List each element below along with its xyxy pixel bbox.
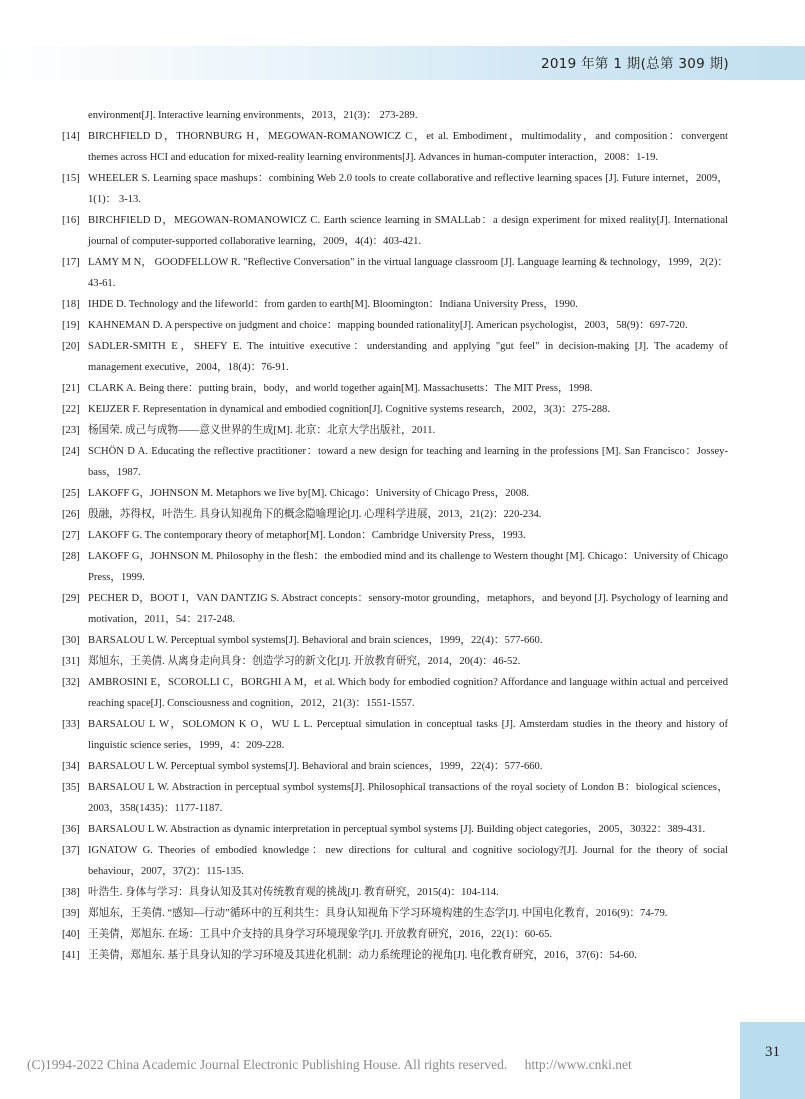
reference-text: BARSALOU L W. Abstraction in perceptual symbol systems[J]. Philosophical transactions of the royal society of London B：biological sciences，2003，358(1435)：1177-1187.	[88, 782, 728, 814]
page-number-box	[740, 1022, 805, 1099]
reference-item	[62, 315, 728, 336]
reference-number: [40]	[62, 929, 80, 940]
reference-number: [14]	[62, 131, 80, 142]
reference-text: LAKOFF G，JOHNSON M. Metaphors we live by[M]. Chicago：University of Chicago Press，2008.	[88, 488, 530, 499]
reference-text: WHEELER S. Learning space mashups：combining Web 2.0 tools to create collaborative and reflective learning spaces [J]. Future internet，2009，1(1)： 3-13.	[88, 173, 728, 205]
reference-number: [26]	[62, 509, 80, 520]
reference-item	[62, 945, 728, 966]
reference-text: PECHER D，BOOT I，VAN DANTZIG S. Abstract concepts：sensory-motor grounding，metaphors，and beyond [J]. Psychology of learning and motivation，2011，54：217-248.	[88, 593, 728, 625]
page-number: 31	[765, 1044, 780, 1060]
reference-item	[62, 819, 728, 840]
reference-text: BARSALOU L W. Abstraction as dynamic interpretation in perceptual symbol systems [J]. Building object categories，2005，30322：389-431.	[88, 824, 706, 835]
reference-item	[62, 252, 728, 294]
reference-item	[62, 630, 728, 651]
reference-item	[62, 168, 728, 210]
reference-number: [27]	[62, 530, 80, 541]
reference-item	[62, 399, 728, 420]
reference-continuation: environment[J]. Interactive learning environments，2013，21(3)： 273-289.	[88, 110, 418, 121]
reference-item	[62, 777, 728, 819]
reference-number: [17]	[62, 257, 80, 268]
reference-item	[62, 378, 728, 399]
reference-text: 郑旭东，王美倩. 从离身走向具身：创造学习的新文化[J]. 开放教育研究，2014，20(4)：46-52.	[88, 656, 521, 667]
reference-item	[62, 840, 728, 882]
reference-text: CLARK A. Being there：putting brain，body，and world together again[M]. Massachusetts：The MIT Press，1998.	[88, 383, 593, 394]
reference-text: 王美倩，郑旭东. 基于具身认知的学习环境及其进化机制：动力系统理论的视角[J]. 电化教育研究，2016，37(6)：54-60.	[88, 950, 637, 961]
reference-text: KAHNEMAN D. A perspective on judgment and choice：mapping bounded rationality[J]. American psychologist，2003，58(9)：697-720.	[88, 320, 688, 331]
reference-number: [41]	[62, 950, 80, 961]
reference-number: [38]	[62, 887, 80, 898]
reference-item	[62, 756, 728, 777]
reference-number: [21]	[62, 383, 80, 394]
issue-label: 2019 年第 1 期(总第 309 期)	[540, 56, 729, 72]
reference-text: IGNATOW G. Theories of embodied knowledge：new directions for cultural and cognitive sociology?[J]. Journal for the theory of social behaviour，2007，37(2)：115-135.	[88, 845, 728, 877]
reference-item	[62, 525, 728, 546]
reference-text: KEIJZER F. Representation in dynamical and embodied cognition[J]. Cognitive systems research，2002，3(3)：275-288.	[88, 404, 610, 415]
reference-item	[62, 924, 728, 945]
reference-item	[62, 483, 728, 504]
reference-text: IHDE D. Technology and the lifeworld：from garden to earth[M]. Bloomington：Indiana University Press，1990.	[88, 299, 578, 310]
reference-item	[62, 210, 728, 252]
reference-number: [19]	[62, 320, 80, 331]
reference-item	[62, 294, 728, 315]
reference-number: [36]	[62, 824, 80, 835]
reference-item	[62, 126, 728, 168]
reference-number: [32]	[62, 677, 80, 688]
reference-text: BIRCHFIELD D，THORNBURG H，MEGOWAN-ROMANOWICZ C，et al. Embodiment，multimodality，and composition：convergent themes across HCI and education for mixed-reality learning environments[J]. Advances in human-computer interaction，2008：1-19.	[88, 131, 728, 163]
reference-text: 王美倩，郑旭东. 在场：工具中介支持的具身学习环境现象学[J]. 开放教育研究，2016，22(1)：60-65.	[88, 929, 553, 940]
reference-text: LAKOFF G. The contemporary theory of metaphor[M]. London：Cambridge University Press，1993.	[88, 530, 526, 541]
reference-item	[62, 651, 728, 672]
reference-number: [31]	[62, 656, 80, 667]
reference-number: [22]	[62, 404, 80, 415]
reference-item	[62, 588, 728, 630]
reference-item	[62, 546, 728, 588]
reference-text: 郑旭东，王美倩. “感知—行动”循环中的互利共生：具身认知视角下学习环境构建的生态学[J]. 中国电化教育，2016(9)：74-79.	[88, 908, 668, 919]
reference-number: [34]	[62, 761, 80, 772]
reference-number: [23]	[62, 425, 80, 436]
reference-number: [15]	[62, 173, 80, 184]
reference-number: [16]	[62, 215, 80, 226]
reference-text: SADLER-SMITH E，SHEFY E. The intuitive executive：understanding and applying "gut feel" in decision-making [J]. The academy of management executive，2004，18(4)：76-91.	[88, 341, 728, 373]
reference-item	[62, 336, 728, 378]
reference-item	[62, 420, 728, 441]
footer-copyright: (C)1994-2022 China Academic Journal Electronic Publishing House. All rights reserved.	[27, 1057, 508, 1072]
reference-number: [29]	[62, 593, 80, 604]
reference-text: SCHÖN D A. Educating the reflective practitioner：toward a new design for teaching and learning in the professions [M]. San Francisco：Jossey-bass，1987.	[88, 446, 728, 478]
reference-item	[62, 441, 728, 483]
reference-number: [24]	[62, 446, 80, 457]
footer	[27, 1057, 717, 1073]
reference-text: LAKOFF G，JOHNSON M. Philosophy in the flesh：the embodied mind and its challenge to Western thought [M]. Chicago：University of Chicago Press，1999.	[88, 551, 728, 583]
reference-item	[62, 903, 728, 924]
reference-text: BARSALOU L W，SOLOMON K O，WU L L. Perceptual simulation in conceptual tasks [J]. Amsterdam studies in the theory and history of linguistic science series，1999，4：209-228.	[88, 719, 728, 751]
reference-text: 叶浩生. 身体与学习：具身认知及其对传统教育观的挑战[J]. 教育研究，2015(4)：104-114.	[88, 887, 499, 898]
reference-item	[62, 714, 728, 756]
reference-text: LAMY M N， GOODFELLOW R. "Reflective Conversation" in the virtual language classroom [J]. Language learning & technology，1999，2(2)：43-61.	[88, 257, 728, 289]
footer-url: http://www.cnki.net	[524, 1057, 632, 1072]
reference-text: BIRCHFIELD D，MEGOWAN-ROMANOWICZ C. Earth science learning in SMALLab：a design experiment for mixed reality[J]. International journal of computer-supported collaborative learning，2009，4(4)：403-421.	[88, 215, 728, 247]
reference-item	[62, 882, 728, 903]
reference-item	[62, 504, 728, 525]
reference-text: 杨国荣. 成己与成物——意义世界的生成[M]. 北京：北京大学出版社，2011.	[88, 425, 436, 436]
reference-number: [18]	[62, 299, 80, 310]
reference-number: [33]	[62, 719, 80, 730]
reference-number: [35]	[62, 782, 80, 793]
reference-text: BARSALOU L W. Perceptual symbol systems[J]. Behavioral and brain sciences，1999，22(4)：577-660.	[88, 761, 543, 772]
reference-text: 殷融，苏得权，叶浩生. 具身认知视角下的概念隐喻理论[J]. 心理科学进展，2013，21(2)：220-234.	[88, 509, 542, 520]
reference-number: [20]	[62, 341, 80, 352]
reference-text: AMBROSINI E，SCOROLLI C，BORGHI A M，et al. Which body for embodied cognition? Affordance and language within actual and perceived reaching space[J]. Consciousness and cognition，2012，21(3)：1551-1557.	[88, 677, 728, 709]
reference-number: [25]	[62, 488, 80, 499]
reference-number: [30]	[62, 635, 80, 646]
reference-number: [39]	[62, 908, 80, 919]
reference-list	[62, 105, 728, 966]
reference-number: [37]	[62, 845, 80, 856]
reference-item	[62, 672, 728, 714]
reference-text: BARSALOU L W. Perceptual symbol systems[J]. Behavioral and brain sciences，1999，22(4)：577-660.	[88, 635, 543, 646]
reference-number: [28]	[62, 551, 80, 562]
